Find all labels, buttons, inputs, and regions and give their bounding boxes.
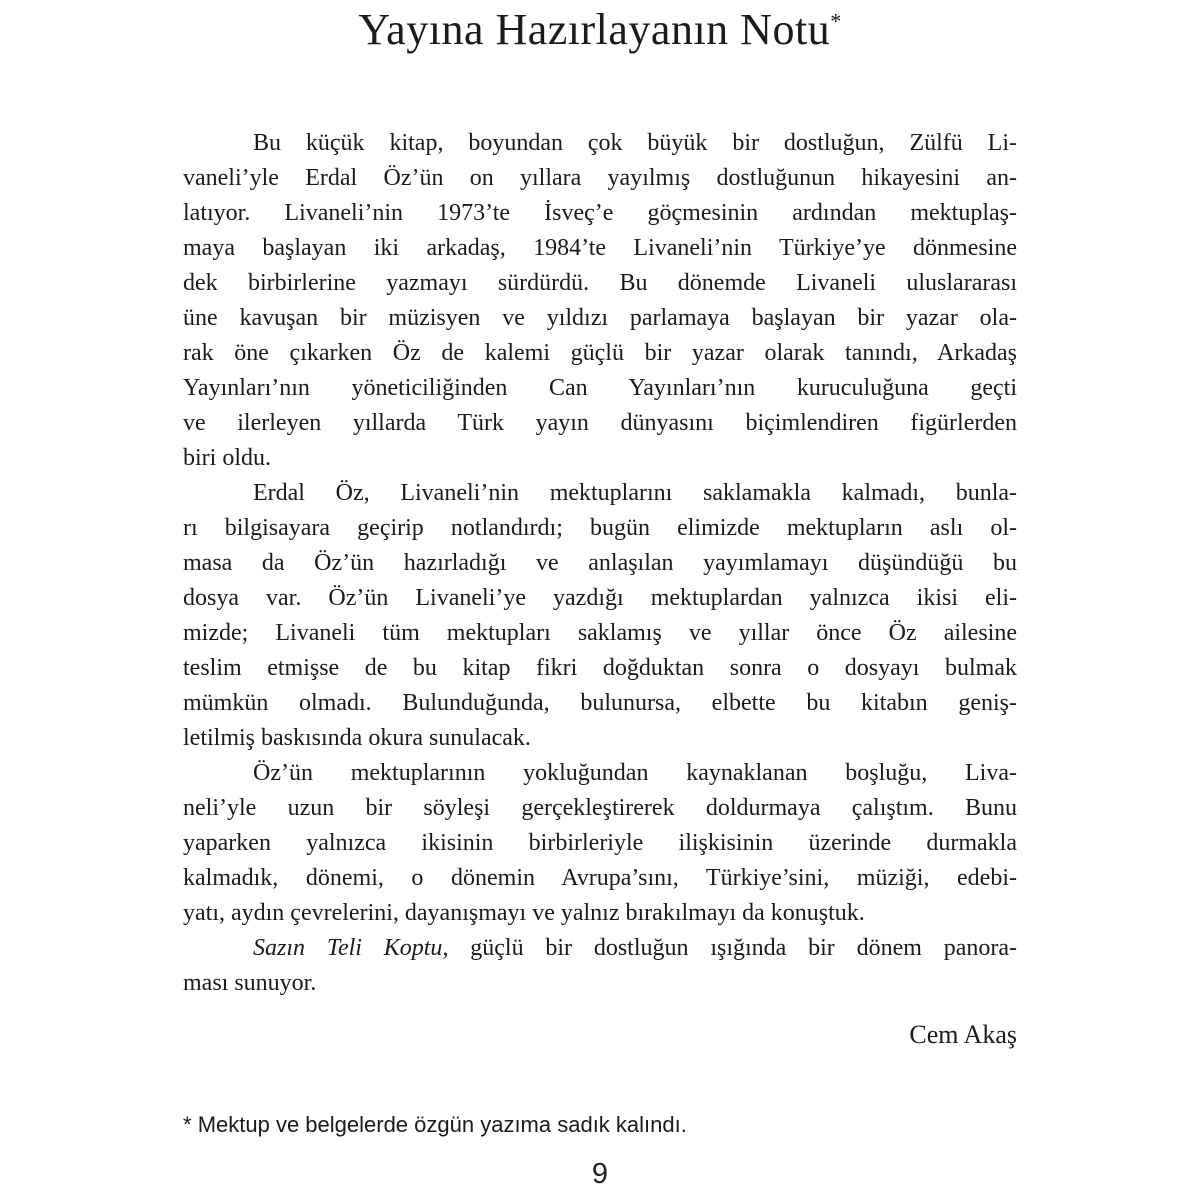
text-segment: mizde; Livaneli tüm mektupları saklamış ve yıllar önce Öz ailesine bbox=[183, 620, 1017, 646]
text-line bbox=[183, 476, 1017, 511]
text-line bbox=[183, 161, 1017, 196]
text-segment: vaneli’yle Erdal Öz’ün on yıllara yayılmış dostluğunun hikayesini an- bbox=[183, 165, 1017, 191]
text-line bbox=[183, 721, 1017, 756]
text-line bbox=[183, 371, 1017, 406]
text-line bbox=[183, 791, 1017, 826]
text-segment: teslim etmişse de bu kitap fikri doğduktan sonra o dosyayı bulmak bbox=[183, 655, 1017, 681]
text-segment: üne kavuşan bir müzisyen ve yıldızı parlamaya başlayan bir yazar ola- bbox=[183, 305, 1017, 331]
footnote-marker: * bbox=[183, 1112, 192, 1137]
text-segment: letilmiş baskısında okura sunulacak. bbox=[183, 725, 531, 751]
body-text bbox=[183, 126, 1017, 1001]
text-segment: rı bilgisayara geçirip notlandırdı; bugün elimizde mektupların aslı ol- bbox=[183, 515, 1017, 541]
text-line bbox=[183, 231, 1017, 266]
paragraph bbox=[183, 126, 1017, 476]
text-segment: Bu küçük kitap, boyundan çok büyük bir dostluğun, Zülfü Li- bbox=[253, 130, 1017, 156]
text-segment: masa da Öz’ün hazırladığı ve anlaşılan yayımlamayı düşündüğü bu bbox=[183, 550, 1017, 576]
italic-text-segment: Sazın Teli Koptu bbox=[253, 935, 443, 961]
text-block bbox=[183, 0, 1017, 1052]
text-segment: biri oldu. bbox=[183, 445, 271, 471]
text-segment: Erdal Öz, Livaneli’nin mektuplarını saklamakla kalmadı, bunla- bbox=[253, 480, 1017, 506]
signature: Cem Akaş bbox=[909, 1020, 1017, 1049]
text-line bbox=[183, 686, 1017, 721]
text-segment: yatı, aydın çevrelerini, dayanışmayı ve yalnız bırakılmayı da konuştuk. bbox=[183, 900, 865, 926]
text-line bbox=[183, 126, 1017, 161]
text-line bbox=[183, 581, 1017, 616]
paragraph bbox=[183, 931, 1017, 1001]
text-segment: Öz’ün mektuplarının yokluğundan kaynaklanan boşluğu, Liva- bbox=[253, 760, 1017, 786]
title-footnote-marker: * bbox=[830, 8, 842, 34]
text-segment: dosya var. Öz’ün Livaneli’ye yazdığı mektuplardan yalnızca ikisi eli- bbox=[183, 585, 1017, 611]
text-segment: ve ilerleyen yıllarda Türk yayın dünyasını biçimlendiren figürlerden bbox=[183, 410, 1017, 436]
text-line bbox=[183, 966, 1017, 1001]
text-line bbox=[183, 861, 1017, 896]
page-title bbox=[183, 0, 1017, 56]
footnote bbox=[183, 1108, 1017, 1142]
page-title-text: Yayına Hazırlayanın Notu bbox=[358, 5, 831, 54]
text-segment: maya başlayan iki arkadaş, 1984’te Livaneli’nin Türkiye’ye dönmesine bbox=[183, 235, 1017, 261]
text-segment: dek birbirlerine yazmayı sürdürdü. Bu dönemde Livaneli uluslararası bbox=[183, 270, 1017, 296]
text-segment: Yayınları’nın yöneticiliğinden Can Yayınları’nın kuruculuğuna geçti bbox=[183, 375, 1017, 401]
text-line bbox=[183, 511, 1017, 546]
text-line bbox=[183, 336, 1017, 371]
text-segment: ması sunuyor. bbox=[183, 970, 317, 996]
page-number: 9 bbox=[591, 1158, 609, 1190]
paragraph bbox=[183, 756, 1017, 931]
text-segment: , güçlü bir dostluğun ışığında bir dönem panora- bbox=[442, 935, 1017, 961]
text-segment: latıyor. Livaneli’nin 1973’te İsveç’e göçmesinin ardından mektuplaş- bbox=[183, 200, 1017, 226]
text-line bbox=[183, 441, 1017, 476]
text-line bbox=[183, 406, 1017, 441]
text-line bbox=[183, 931, 1017, 966]
text-line bbox=[183, 301, 1017, 336]
text-segment: rak öne çıkarken Öz de kalemi güçlü bir yazar olarak tanındı, Arkadaş bbox=[183, 340, 1017, 366]
paragraph bbox=[183, 476, 1017, 756]
text-line bbox=[183, 616, 1017, 651]
text-line bbox=[183, 651, 1017, 686]
text-segment: kalmadık, dönemi, o dönemin Avrupa’sını, Türkiye’sini, müziği, edebi- bbox=[183, 865, 1017, 891]
footnote-text: Mektup ve belgelerde özgün yazıma sadık kalındı. bbox=[197, 1112, 687, 1137]
text-line bbox=[183, 266, 1017, 301]
text-line bbox=[183, 756, 1017, 791]
text-segment: mümkün olmadı. Bulunduğunda, bulunursa, elbette bu kitabın geniş- bbox=[183, 690, 1017, 716]
text-line bbox=[183, 546, 1017, 581]
text-segment: neli’yle uzun bir söyleşi gerçekleştirerek doldurmaya çalıştım. Bunu bbox=[183, 795, 1017, 821]
text-line bbox=[183, 196, 1017, 231]
text-line bbox=[183, 896, 1017, 931]
text-line bbox=[183, 826, 1017, 861]
text-segment: yaparken yalnızca ikisinin birbirleriyle ilişkisinin üzerinde durmakla bbox=[183, 830, 1017, 856]
